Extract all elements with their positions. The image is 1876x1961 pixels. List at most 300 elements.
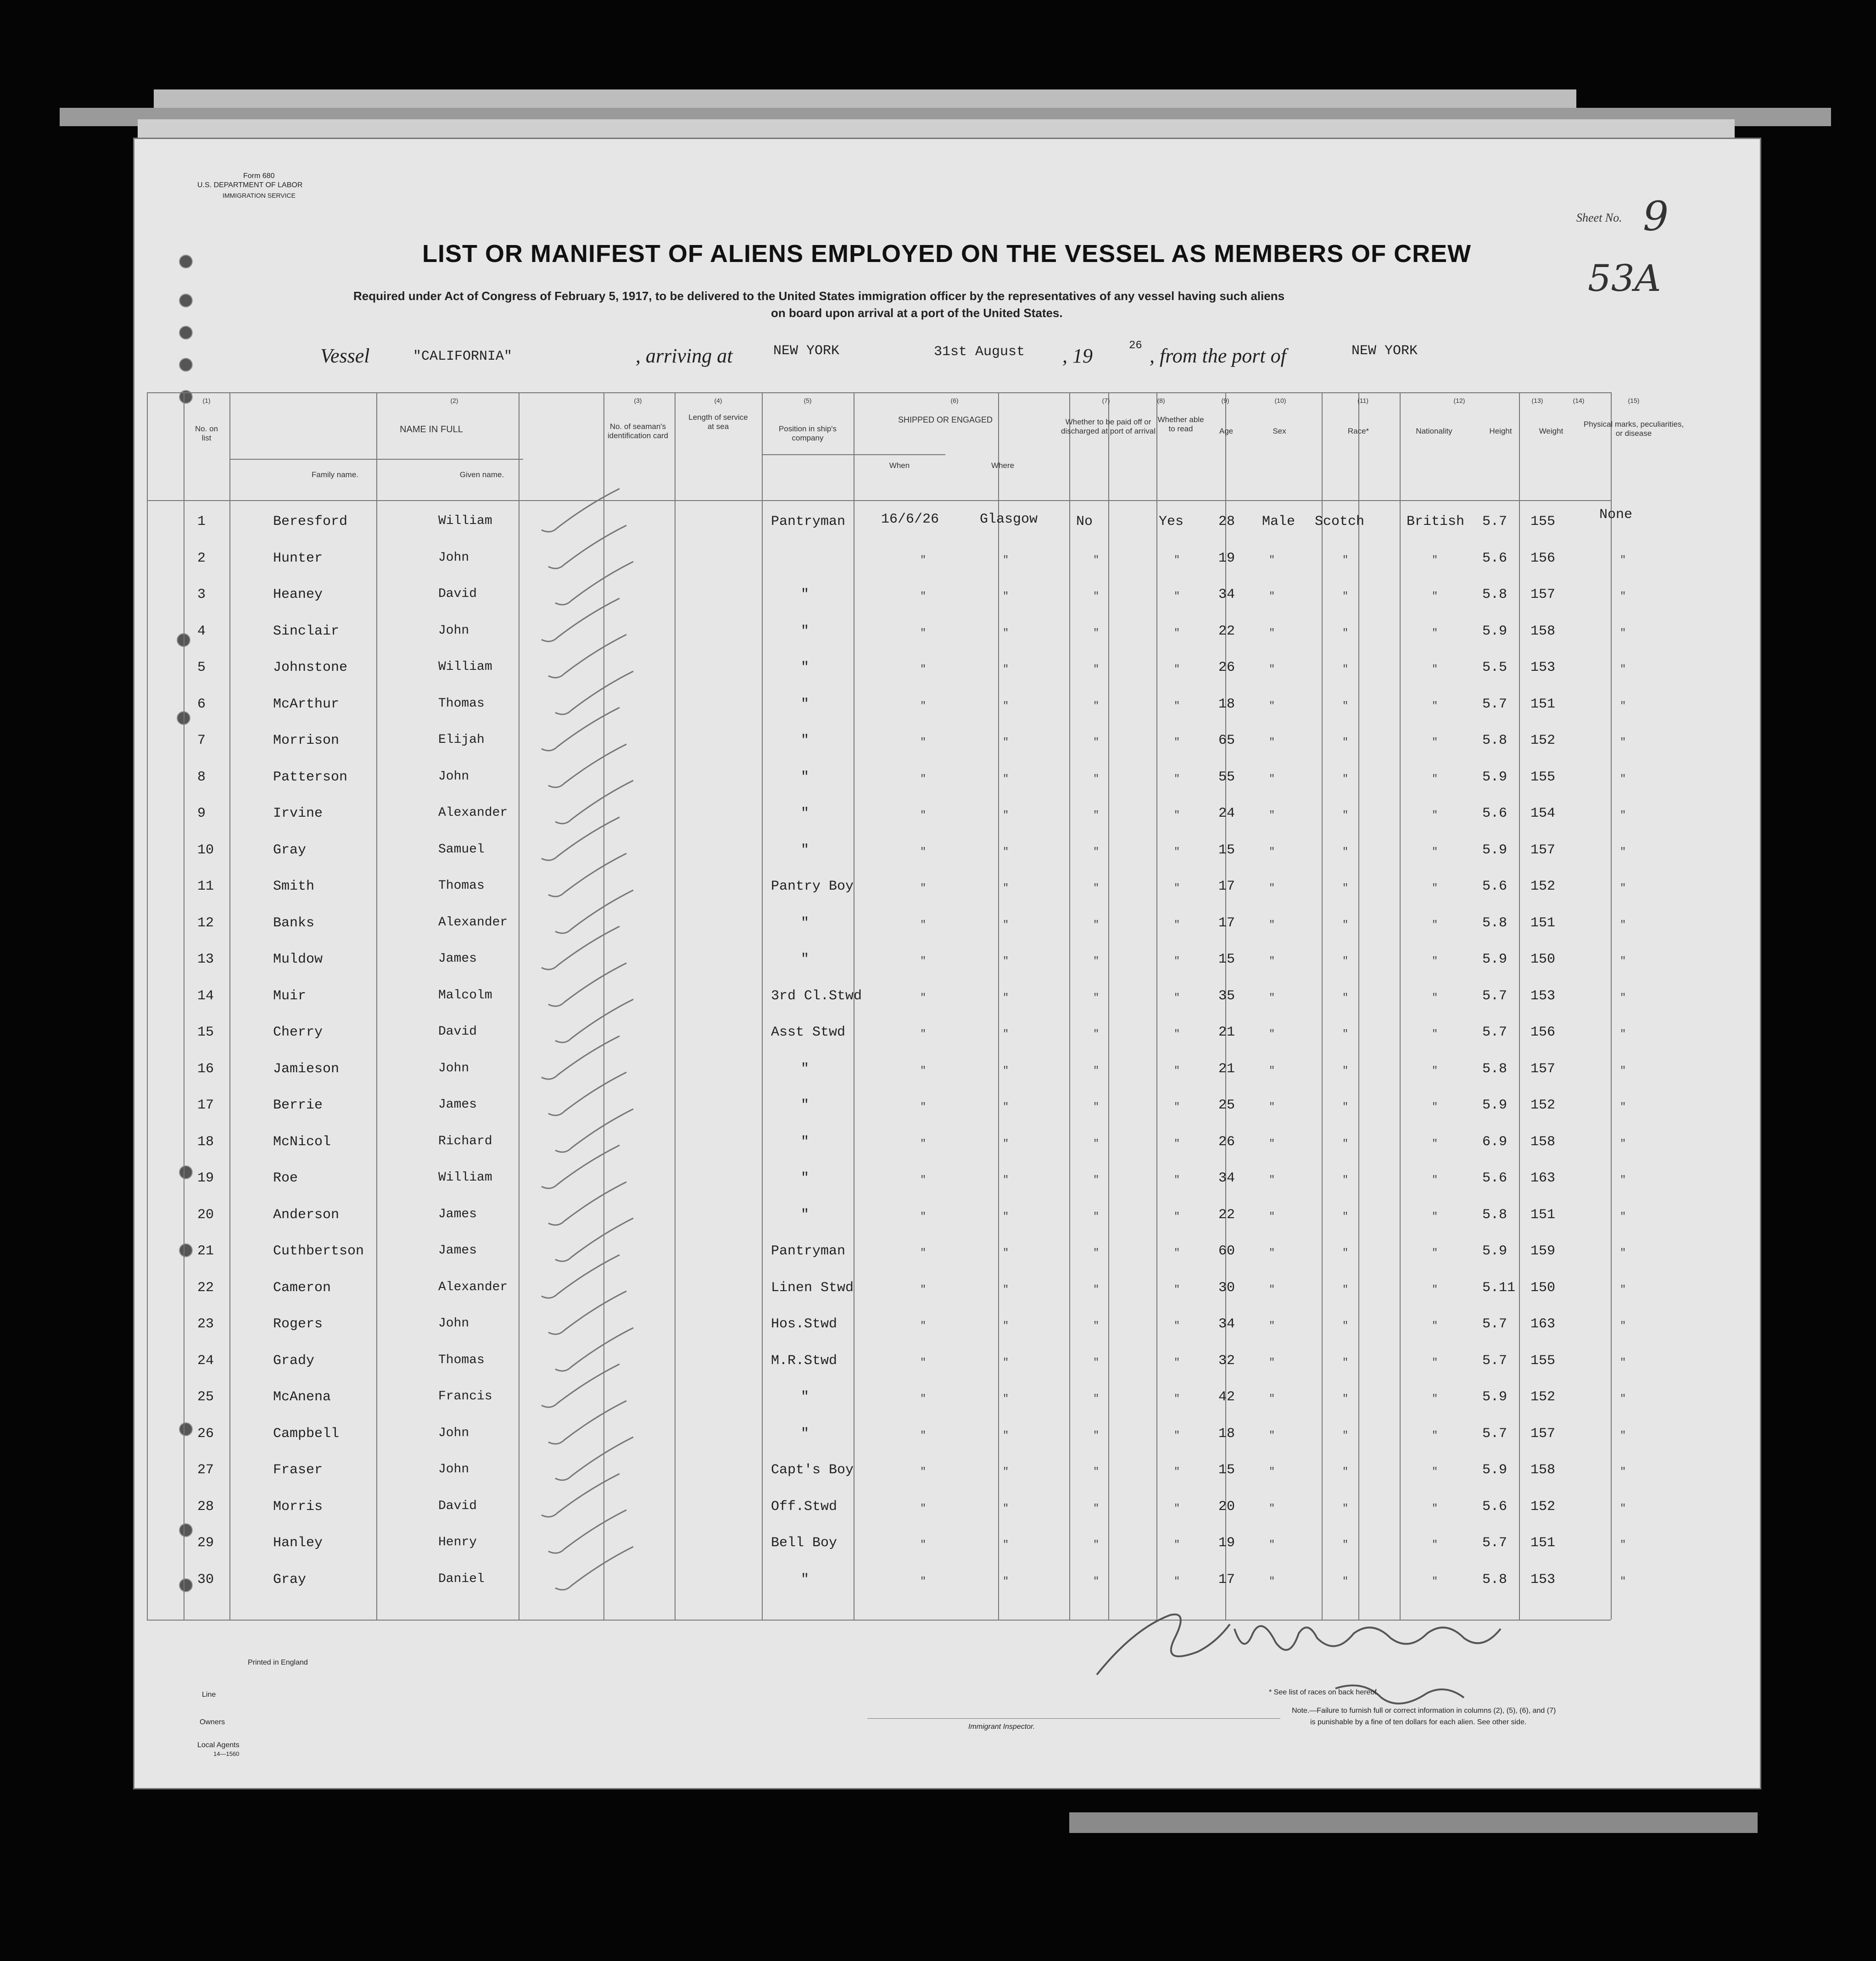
position: " [801,623,810,639]
table-column-rule [675,392,676,1620]
position: Capt's Boy [771,1462,854,1478]
ditto-mark: " [1342,627,1349,639]
weight: 153 [1530,1571,1556,1588]
ditto-mark: " [1432,1320,1438,1331]
ditto-mark: " [1432,1210,1438,1222]
position: Bell Boy [771,1535,838,1551]
height: 5.9 [1482,769,1508,785]
ditto-mark: " [1174,1101,1180,1113]
ditto-mark: " [1003,591,1009,602]
ditto-mark: " [1342,1247,1349,1259]
header-shipped-engaged: SHIPPED OR ENGAGED [898,415,993,424]
ditto-mark: " [1003,1101,1009,1113]
ditto-mark: " [1003,882,1009,894]
row-number: 8 [197,769,206,785]
ditto-mark: " [920,627,927,639]
column-number: (12) [1453,397,1465,404]
given-name: Alexander [438,915,508,930]
row-number: 2 [197,550,206,566]
ditto-mark: " [920,1064,927,1076]
ditto-mark: " [1093,809,1100,821]
row-number: 12 [197,915,214,931]
given-name: Samuel [438,842,485,857]
ditto-mark: " [1342,700,1349,712]
ditto-mark: " [1620,1210,1626,1222]
family-name: Fraser [273,1462,323,1478]
ditto-mark: " [1093,1539,1100,1550]
position: " [801,587,810,602]
ditto-mark: " [1269,1028,1275,1040]
weight: 158 [1530,623,1556,639]
ditto-mark: " [1093,591,1100,602]
given-name: John [438,1061,469,1075]
ditto-mark: " [1432,1575,1438,1587]
ditto-mark: " [1432,992,1438,1003]
ditto-mark: " [1342,1502,1349,1514]
service-name: IMMIGRATION SERVICE [223,192,296,199]
ditto-mark: " [1093,1393,1100,1404]
header-when: When [889,461,910,470]
position: " [801,733,810,748]
row-number: 11 [197,879,214,894]
ditto-mark: " [1093,1466,1100,1477]
ditto-mark: " [1174,736,1180,748]
height: 5.8 [1482,1061,1508,1077]
family-name: Hanley [273,1535,323,1551]
arrival-year: 26 [1129,340,1142,352]
row-number: 1 [197,514,206,529]
height: 5.7 [1482,1316,1508,1332]
shipped-when: 16/6/26 [881,512,939,527]
form-code: 14—1560 [213,1750,240,1757]
family-name: Grady [273,1353,315,1369]
ditto-mark: " [1342,1466,1349,1477]
ditto-mark: " [1269,882,1275,894]
ditto-mark: " [1174,1210,1180,1222]
family-name: Patterson [273,769,348,785]
given-name: John [438,550,469,565]
height: 5.6 [1482,1499,1508,1515]
ditto-mark: " [1093,846,1100,858]
ditto-mark: " [1093,1028,1100,1040]
age: 25 [1218,1097,1235,1113]
ditto-mark: " [920,1210,927,1222]
age: 17 [1218,915,1235,931]
age: 30 [1218,1280,1235,1296]
weight: 151 [1530,1207,1556,1223]
ditto-mark: " [1093,1575,1100,1587]
family-name: Muir [273,988,307,1004]
ditto-mark: " [1269,955,1275,967]
printed-in-england: Printed in England [248,1659,308,1666]
ditto-mark: " [920,882,927,894]
weight: 157 [1530,1061,1556,1077]
position: M.R.Stwd [771,1353,838,1369]
height: 5.9 [1482,623,1508,639]
department-name: U.S. DEPARTMENT OF LABOR [197,181,303,189]
position: " [801,1170,810,1186]
ditto-mark: " [1620,955,1626,967]
row-number: 14 [197,988,214,1004]
ditto-mark: " [1269,919,1275,930]
year-prefix: , 19 [1062,345,1093,367]
column-number: (5) [804,397,812,404]
ditto-mark: " [1093,1064,1100,1076]
height: 5.8 [1482,1571,1508,1588]
ditto-mark: " [1093,627,1100,639]
ditto-mark: " [1093,1429,1100,1441]
ditto-mark: " [1342,1174,1349,1186]
age: 15 [1218,1462,1235,1478]
position: Linen Stwd [771,1280,854,1296]
sheet-label: Sheet No. [1576,211,1622,224]
table-top-rule [147,392,1611,393]
weight: 155 [1530,514,1556,529]
family-name: Campbell [273,1426,340,1442]
vessel-label: Vessel [320,345,370,367]
age: 32 [1218,1353,1235,1369]
ditto-mark: " [920,1174,927,1186]
family-name: Cuthbertson [273,1243,364,1259]
ditto-mark: " [1003,1393,1009,1404]
age: 22 [1218,1207,1235,1223]
row-number: 27 [197,1462,214,1478]
given-name: James [438,1243,477,1258]
ditto-mark: " [1174,1320,1180,1331]
ditto-mark: " [1432,1064,1438,1076]
weight: 152 [1530,733,1556,748]
ditto-mark: " [1174,1247,1180,1259]
ditto-mark: " [1269,992,1275,1003]
column-number: (2) [450,397,458,404]
position: Pantry Boy [771,879,854,894]
ditto-mark: " [1269,554,1275,566]
punch-hole [179,294,193,307]
row-number: 18 [197,1134,214,1150]
arriving-port: NEW YORK [773,343,840,359]
shipped-subheader-rule [762,454,945,455]
owners-label: Owners [200,1718,225,1726]
ditto-mark: " [1342,1137,1349,1149]
ditto-mark: " [1432,1466,1438,1477]
weight: 154 [1530,806,1556,821]
ditto-mark: " [920,846,927,858]
height: 5.9 [1482,842,1508,858]
ditto-mark: " [1342,1356,1349,1368]
ditto-mark: " [1093,1210,1100,1222]
given-name: David [438,587,477,601]
position: " [801,806,810,821]
ditto-mark: " [1269,1210,1275,1222]
family-name: Cameron [273,1280,331,1296]
header-nationality: Nationality [1416,427,1452,435]
ditto-mark: " [1342,736,1349,748]
ditto-mark: " [920,1028,927,1040]
age: 55 [1218,769,1235,785]
age: 15 [1218,952,1235,967]
bottom-underlying-sheet [1069,1812,1758,1833]
height: 5.9 [1482,1097,1508,1113]
position: " [801,1426,810,1442]
weight: 152 [1530,879,1556,894]
height: 5.6 [1482,550,1508,566]
ditto-mark: " [1003,1028,1009,1040]
ditto-mark: " [1174,1393,1180,1404]
ditto-mark: " [920,700,927,712]
ditto-mark: " [1003,1320,1009,1331]
ditto-mark: " [1269,1320,1275,1331]
ditto-mark: " [1620,773,1626,785]
ditto-mark: " [1174,1466,1180,1477]
ditto-mark: " [1432,882,1438,894]
ditto-mark: " [1003,919,1009,930]
row-number: 15 [197,1025,214,1040]
height: 5.7 [1482,988,1508,1004]
ditto-mark: " [920,1502,927,1514]
row-number: 20 [197,1207,214,1223]
row-number: 13 [197,952,214,967]
vessel-name: "CALIFORNIA" [413,349,513,364]
age: 34 [1218,1170,1235,1186]
race: Scotch [1315,514,1365,529]
ditto-mark: " [1003,700,1009,712]
ditto-mark: " [1620,846,1626,858]
ditto-mark: " [1174,1539,1180,1550]
ditto-mark: " [1342,1210,1349,1222]
ditto-mark: " [920,955,927,967]
table-column-rule [1519,392,1520,1620]
given-name: John [438,1426,469,1440]
ditto-mark: " [1432,736,1438,748]
ditto-mark: " [1342,1539,1349,1550]
ditto-mark: " [1003,1064,1009,1076]
ditto-mark: " [1342,1575,1349,1587]
weight: 152 [1530,1389,1556,1405]
header-bottom-rule [147,500,1611,501]
weight: 151 [1530,915,1556,931]
given-name: David [438,1499,477,1513]
ditto-mark: " [1432,700,1438,712]
ditto-mark: " [1342,846,1349,858]
header-family-name: Family name. [311,470,359,479]
ditto-mark: " [1432,627,1438,639]
ditto-mark: " [1620,627,1626,639]
ditto-mark: " [1093,1137,1100,1149]
age: 20 [1218,1499,1235,1515]
header-length-service: Length of service at sea [688,413,748,431]
ditto-mark: " [1269,1466,1275,1477]
family-name: Cherry [273,1025,323,1040]
height: 5.7 [1482,1535,1508,1551]
row-number: 3 [197,587,206,602]
header-physical-marks: Physical marks, peculiarities, or disease [1583,420,1684,438]
ditto-mark: " [1003,809,1009,821]
ditto-mark: " [1432,1539,1438,1550]
ditto-mark: " [1093,882,1100,894]
row-number: 21 [197,1243,214,1259]
ditto-mark: " [920,1539,927,1550]
column-number: (14) [1573,397,1585,404]
height: 5.9 [1482,1462,1508,1478]
ditto-mark: " [1003,1429,1009,1441]
ditto-mark: " [1620,736,1626,748]
given-name: David [438,1025,477,1039]
ditto-mark: " [1620,1575,1626,1587]
form-number: Form 680 [243,172,275,180]
ditto-mark: " [1620,1137,1626,1149]
position: " [801,1389,810,1405]
age: 21 [1218,1061,1235,1077]
family-name: Sinclair [273,623,340,639]
ditto-mark: " [1003,955,1009,967]
ditto-mark: " [1003,663,1009,675]
given-name: Elijah [438,733,485,747]
ditto-mark: " [1620,1393,1626,1404]
given-name: Malcolm [438,988,492,1003]
family-name: Berrie [273,1097,323,1113]
column-number: (10) [1274,397,1286,404]
header-race: Race* [1347,427,1369,435]
height: 5.8 [1482,587,1508,602]
ditto-mark: " [1432,1174,1438,1186]
ditto-mark: " [1093,554,1100,566]
column-number: (7) [1102,397,1110,404]
height: 5.11 [1482,1280,1516,1296]
position: " [801,1061,810,1077]
ditto-mark: " [1093,1356,1100,1368]
given-name: Henry [438,1535,477,1549]
family-name: McAnena [273,1389,331,1405]
ditto-mark: " [1093,773,1100,785]
column-number: (4) [714,397,722,404]
ditto-mark: " [1342,1393,1349,1404]
ditto-mark: " [1620,1429,1626,1441]
position: Off.Stwd [771,1499,838,1515]
family-name: Johnstone [273,660,348,675]
row-number: 6 [197,696,206,712]
ditto-mark: " [1174,809,1180,821]
ditto-mark: " [920,1283,927,1295]
ditto-mark: " [1620,1466,1626,1477]
ditto-mark: " [1174,846,1180,858]
ditto-mark: " [1174,1137,1180,1149]
ditto-mark: " [1174,882,1180,894]
ditto-mark: " [1093,1101,1100,1113]
height: 5.9 [1482,1389,1508,1405]
column-number: (13) [1531,397,1543,404]
table-column-rule [1108,392,1109,1620]
ditto-mark: " [1174,1575,1180,1587]
weight: 150 [1530,1280,1556,1296]
ditto-mark: " [1432,1429,1438,1441]
ditto-mark: " [1432,919,1438,930]
age: 21 [1218,1025,1235,1040]
given-name: Thomas [438,696,485,711]
ditto-mark: " [1620,992,1626,1003]
age: 24 [1218,806,1235,821]
position: Pantryman [771,514,846,529]
ditto-mark: " [1620,554,1626,566]
given-name: William [438,1170,492,1185]
ditto-mark: " [1620,809,1626,821]
ditto-mark: " [1003,846,1009,858]
ditto-mark: " [1620,1174,1626,1186]
ditto-mark: " [1174,1283,1180,1295]
ditto-mark: " [1432,1283,1438,1295]
ditto-mark: " [1620,1356,1626,1368]
ditto-mark: " [1620,1101,1626,1113]
position: Hos.Stwd [771,1316,838,1332]
row-number: 28 [197,1499,214,1515]
weight: 156 [1530,550,1556,566]
ditto-mark: " [1269,846,1275,858]
ditto-mark: " [1342,773,1349,785]
row-number: 26 [197,1426,214,1442]
column-number: (8) [1157,397,1165,404]
position: " [801,915,810,931]
sheet-number: 9 [1643,193,1669,240]
column-number: (6) [950,397,959,404]
ditto-mark: " [1003,1283,1009,1295]
ditto-mark: " [1342,554,1349,566]
ditto-mark: " [1003,554,1009,566]
row-number: 10 [197,842,214,858]
position: 3rd Cl.Stwd [771,988,862,1004]
given-name: Thomas [438,879,485,893]
manifest-subtitle-line1: Required under Act of Congress of February 5, 1917, to be delivered to the United States immigration officer by the representatives of any vessel having such aliens [353,289,1285,303]
ditto-mark: " [1432,591,1438,602]
ditto-mark: " [1432,1356,1438,1368]
height: 5.8 [1482,733,1508,748]
ditto-mark: " [1342,1429,1349,1441]
column-number: (9) [1221,397,1229,404]
ditto-mark: " [1174,1429,1180,1441]
ditto-mark: " [1174,627,1180,639]
height: 5.6 [1482,1170,1508,1186]
given-name: Alexander [438,1280,508,1294]
ditto-mark: " [1093,992,1100,1003]
age: 34 [1218,1316,1235,1332]
ditto-mark: " [920,1466,927,1477]
ditto-mark: " [920,663,927,675]
ditto-mark: " [1342,1064,1349,1076]
ditto-mark: " [1174,1028,1180,1040]
header-id-card: No. of seaman's identification card [607,422,669,440]
ditto-mark: " [1342,992,1349,1003]
ditto-mark: " [920,773,927,785]
ditto-mark: " [1093,1320,1100,1331]
ditto-mark: " [920,1320,927,1331]
ditto-mark: " [1093,736,1100,748]
ditto-mark: " [920,591,927,602]
age: 18 [1218,1426,1235,1442]
ditto-mark: " [1174,773,1180,785]
ditto-mark: " [1432,1393,1438,1404]
ditto-mark: " [1269,1247,1275,1259]
ditto-mark: " [1269,627,1275,639]
ditto-mark: " [1342,882,1349,894]
height: 5.7 [1482,1426,1508,1442]
ditto-mark: " [1003,992,1009,1003]
ditto-mark: " [1174,591,1180,602]
age: 26 [1218,660,1235,675]
nationality: British [1407,514,1465,529]
weight: 157 [1530,842,1556,858]
ditto-mark: " [1269,1283,1275,1295]
age: 17 [1218,879,1235,894]
ditto-mark: " [1620,1028,1626,1040]
row-number: 25 [197,1389,214,1405]
